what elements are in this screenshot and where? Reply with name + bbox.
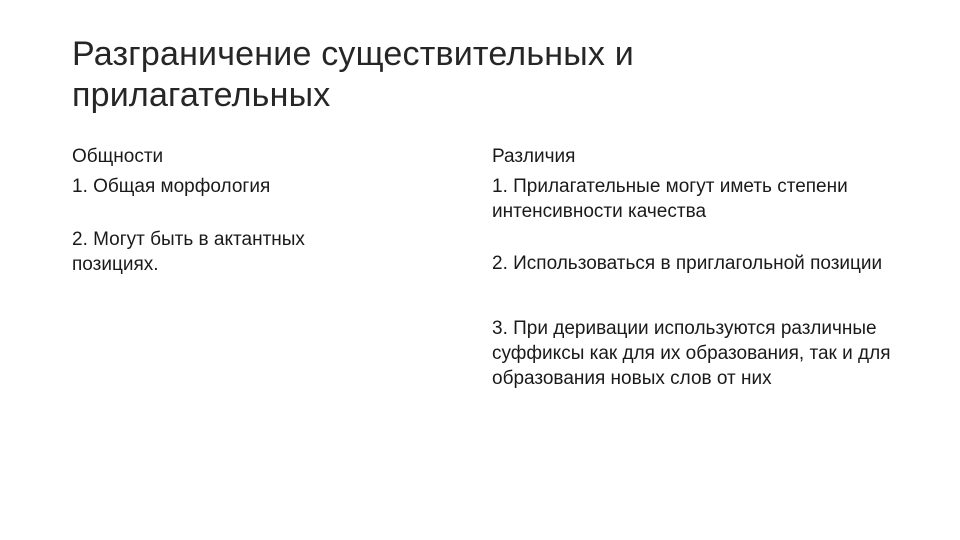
similarities-column [72, 144, 382, 277]
similarities-header: Общности [72, 146, 164, 167]
difference-item-2: 2. Использоваться в приглагольной позиции [492, 253, 883, 274]
difference-item-1: 1. Прилагательные могут иметь степени интенсивности качества [492, 176, 848, 222]
differences-column [492, 144, 892, 391]
similarity-item-1: 1. Общая морфология [72, 176, 271, 197]
differences-header: Различия [492, 146, 576, 167]
slide-title: Разграничение существительных и прилагательных [72, 35, 634, 115]
difference-item-3: 3. При деривации используются различные суффиксы как для их образования, так и для образования новых слов от них [492, 318, 891, 389]
similarity-item-2: 2. Могут быть в актантных позициях. [72, 229, 305, 275]
